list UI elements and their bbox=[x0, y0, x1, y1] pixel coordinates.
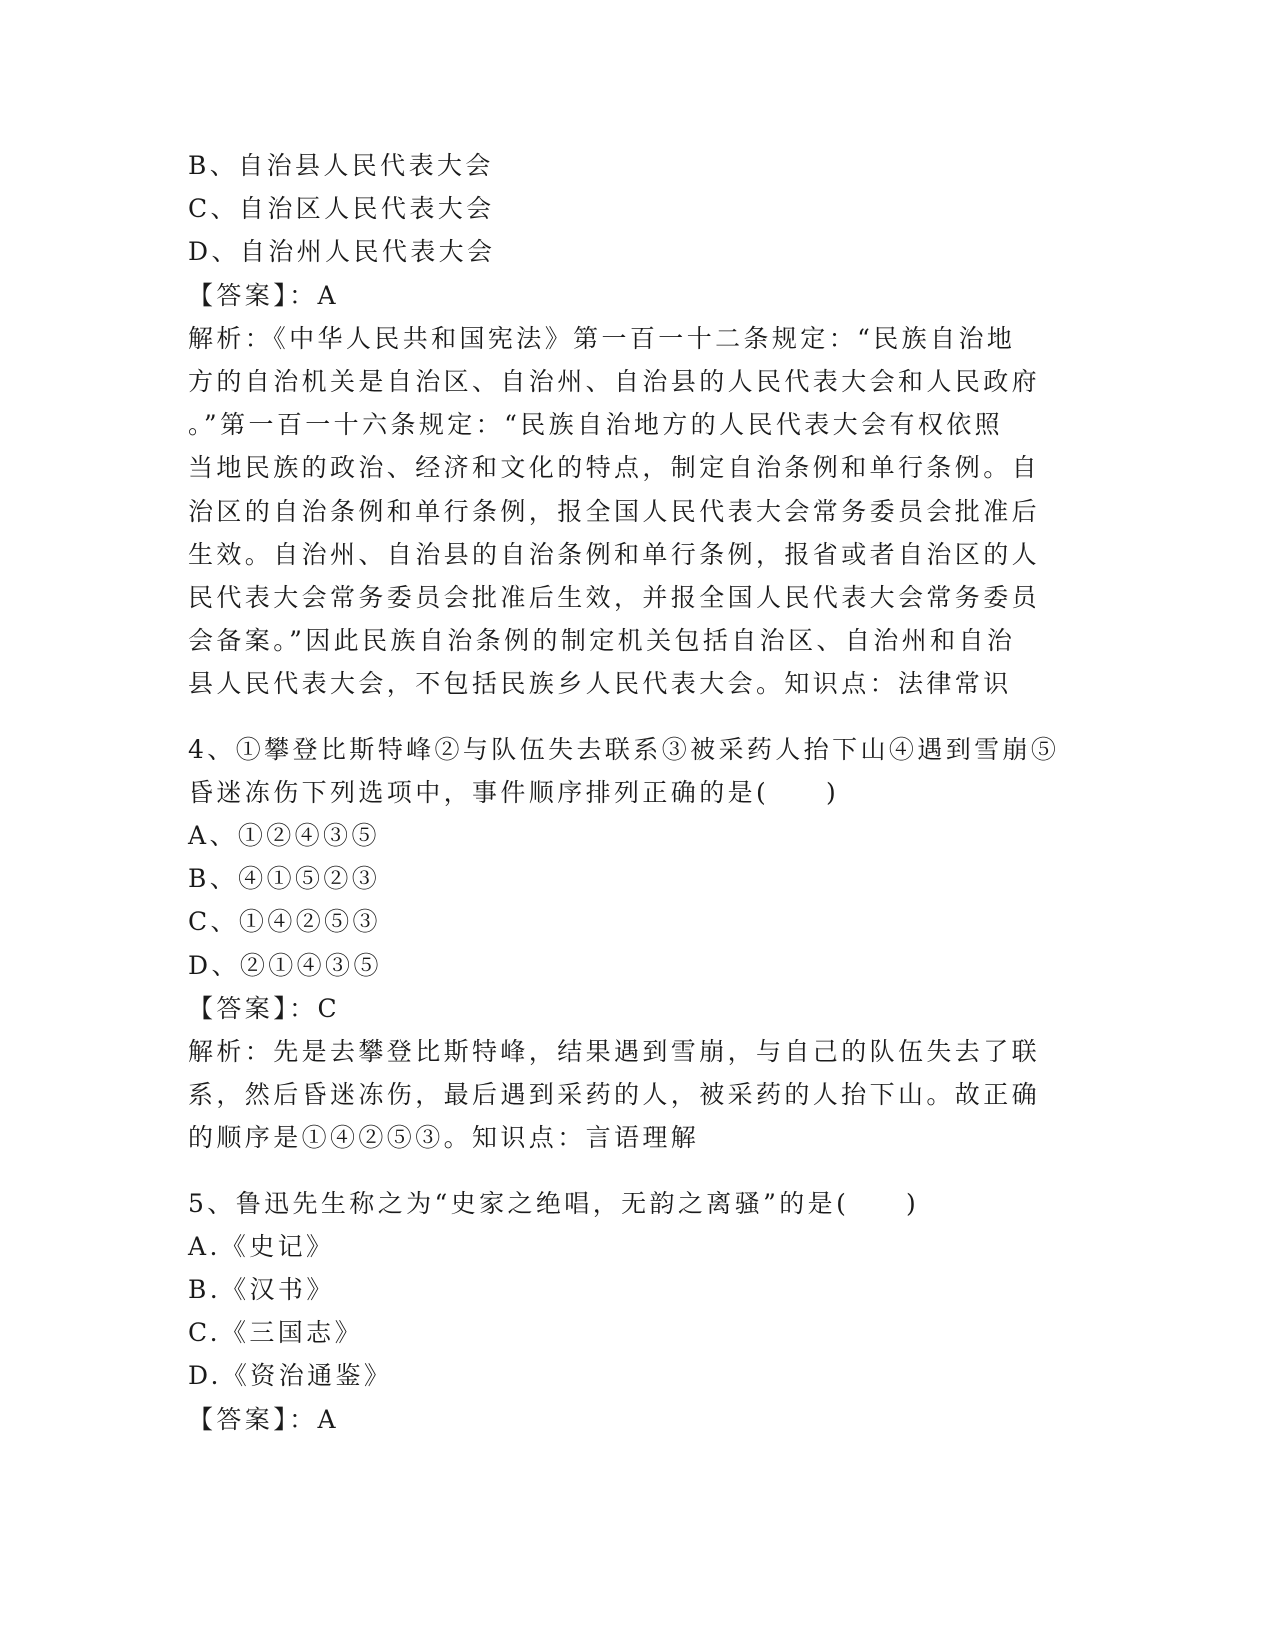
option-c: C、自治区人民代表大会 bbox=[188, 194, 495, 224]
question-4 bbox=[188, 728, 1068, 1160]
analysis-line: 。”第一百一十六条规定：“民族自治地方的人民代表大会有权依照 bbox=[188, 410, 1004, 440]
analysis-line: 会备案。”因此民族自治条例的制定机关包括自治区、自治州和自治 bbox=[188, 626, 1016, 656]
analysis-line: 生效。自治州、自治县的自治条例和单行条例，报省或者自治区的人 bbox=[188, 539, 1041, 569]
answer: 【答案】：C bbox=[188, 993, 341, 1023]
option-b: B、自治县人民代表大会 bbox=[188, 151, 494, 180]
option-c: C、①④②⑤③ bbox=[188, 907, 381, 937]
question-3-tail bbox=[188, 144, 1068, 706]
analysis-line: 的顺序是①④②⑤③。知识点：言语理解 bbox=[188, 1123, 700, 1153]
option-d: D、自治州人民代表大会 bbox=[188, 237, 496, 267]
question-5 bbox=[188, 1182, 1068, 1441]
option-a: A.《史记》 bbox=[188, 1231, 335, 1261]
analysis-line: 解析：先是去攀登比斯特峰，结果遇到雪崩，与自己的队伍失去了联 bbox=[188, 1037, 1041, 1067]
analysis-line: 民代表大会常务委员会批准后生效，并报全国人民代表大会常务委员 bbox=[188, 583, 1041, 613]
analysis-line: 县人民代表大会，不包括民族乡人民代表大会。知识点：法律常识 bbox=[188, 669, 1012, 699]
option-d: D、②①④③⑤ bbox=[188, 950, 382, 980]
question-text: 4、①攀登比斯特峰②与队伍失去联系③被采药人抬下山④遇到雪崩⑤ bbox=[188, 734, 1060, 764]
question-text: 昏迷冻伤下列选项中，事件顺序排列正确的是( ) bbox=[188, 777, 840, 807]
analysis-line: 当地民族的政治、经济和文化的特点，制定自治条例和单行条例。自 bbox=[188, 453, 1041, 483]
analysis-line: 解析：《中华人民共和国宪法》第一百一十二条规定：“民族自治地 bbox=[188, 323, 1016, 353]
question-spacer bbox=[188, 1160, 1068, 1182]
analysis-line: 系，然后昏迷冻伤，最后遇到采药的人，被采药的人抬下山。故正确 bbox=[188, 1080, 1041, 1110]
analysis bbox=[188, 317, 1068, 706]
option-a: A、①②④③⑤ bbox=[188, 821, 380, 851]
question-text: 5、鲁迅先生称之为“史家之绝唱，无韵之离骚”的是( ) bbox=[188, 1188, 920, 1218]
analysis-line: 治区的自治条例和单行条例，报全国人民代表大会常务委员会批准后 bbox=[188, 496, 1041, 526]
analysis bbox=[188, 1030, 1068, 1160]
option-c: C.《三国志》 bbox=[188, 1318, 363, 1348]
answer: 【答案】：A bbox=[188, 1404, 339, 1434]
document-page bbox=[188, 144, 1068, 1441]
option-d: D.《资治通鉴》 bbox=[188, 1361, 393, 1391]
analysis-line: 方的自治机关是自治区、自治州、自治县的人民代表大会和人民政府 bbox=[188, 367, 1041, 397]
answer: 【答案】：A bbox=[188, 280, 339, 310]
option-b: B、④①⑤②③ bbox=[188, 864, 381, 894]
question-spacer bbox=[188, 706, 1068, 728]
option-b: B.《汉书》 bbox=[188, 1275, 335, 1305]
